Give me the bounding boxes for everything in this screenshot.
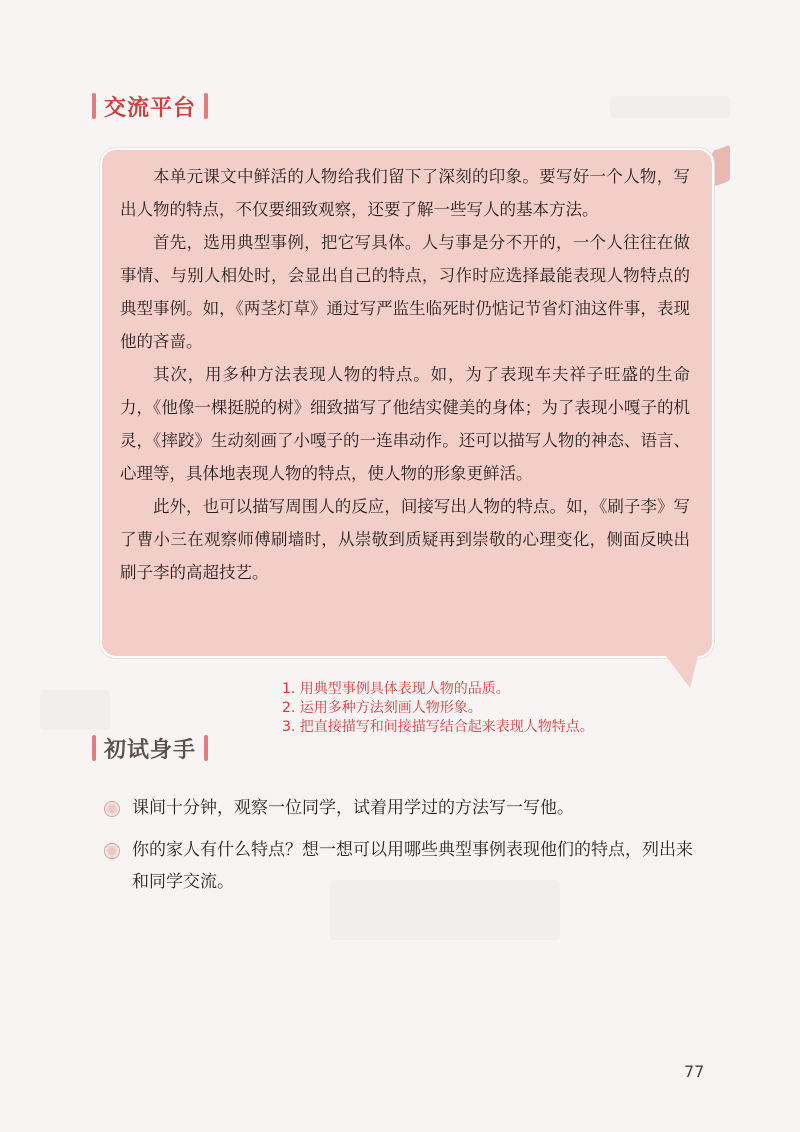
heading-bar-left [92, 735, 96, 761]
heading-bar-right [204, 735, 208, 761]
task-text: 你的家人有什么特点？想一想可以用哪些典型事例表现他们的特点，列出来和同学交流。 [132, 840, 693, 892]
annotation-list [282, 680, 594, 737]
flower-bullet-icon [104, 801, 120, 817]
speech-bubble-tail [660, 648, 700, 688]
annotation-item: 3. 把直接描写和间接描写结合起来表现人物特点。 [282, 719, 594, 735]
heading-bar-right [204, 93, 208, 119]
annotation-item: 1. 用典型事例具体表现人物的品质。 [282, 681, 510, 697]
task-text: 课间十分钟，观察一位同学，试着用学过的方法写一写他。 [132, 798, 574, 818]
paragraph: 本单元课文中鲜活的人物给我们留下了深刻的印象。要写好一个人物，写出人物的特点，不仅要细致观察，还要了解一些写人的基本方法。 [120, 167, 690, 219]
paragraph: 首先，选用典型事例，把它写具体。人与事是分不开的，一个人往往在做事情、与别人相处时，会显出自己的特点，习作时应选择最能表现人物特点的典型事例。如，《两茎灯草》通过写严监生临死时仍惦记节省灯油这件事，表现他的吝啬。 [120, 233, 690, 351]
bookmark-ribbon [712, 145, 730, 188]
show-through-mark [610, 96, 730, 118]
paragraph: 此外，也可以描写周围人的反应，间接写出人物的特点。如，《刷子李》写了曹小三在观察师傅刷墙时，从崇敬到质疑再到崇敬的心理变化，侧面反映出刷子李的高超技艺。 [120, 497, 690, 582]
task-item [104, 792, 704, 824]
page-number: 77 [684, 1062, 705, 1081]
flower-bullet-icon [104, 843, 120, 859]
paragraph: 其次，用多种方法表现人物的特点。如，为了表现车夫祥子旺盛的生命力，《他像一棵挺脱的树》细致描写了他结实健美的身体；为了表现小嘎子的机灵，《摔跤》生动刻画了小嘎子的一连串动作。还可以描写人物的神态、语言、心理等，具体地表现人物的特点，使人物的形象更鲜活。 [120, 365, 690, 483]
annotation-item: 2. 运用多种方法刻画人物形象。 [282, 700, 482, 716]
section-heading-exchange [92, 90, 208, 122]
section-heading-trial [92, 732, 208, 764]
section-title: 初试身手 [104, 737, 197, 763]
task-list [104, 792, 704, 908]
bubble-body-text [120, 160, 690, 589]
heading-bar-left [92, 93, 96, 119]
show-through-mark [40, 690, 110, 730]
task-item [104, 834, 704, 898]
section-title: 交流平台 [104, 95, 197, 121]
